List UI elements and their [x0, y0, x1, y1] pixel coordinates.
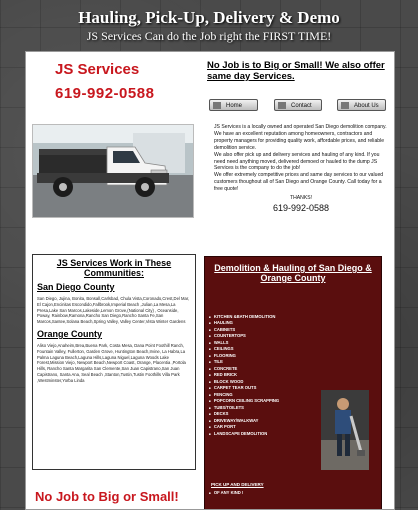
- about-phone: 619-992-0588: [272, 202, 330, 213]
- service-item: ■ BLOCK WOOD: [209, 379, 309, 385]
- brand-name: JS Services: [55, 61, 140, 78]
- home-icon: [213, 102, 221, 109]
- services-list: [209, 314, 309, 437]
- nav-bar: [209, 99, 391, 113]
- service-item: ■ WALLS: [209, 340, 309, 346]
- service-item: ■ POPCORN CEILING SCRAPPING: [209, 398, 309, 404]
- site-header: [0, 0, 418, 52]
- san-diego-list: San Diego, Jujina, Bonita, Bonsall,Carlsbad, Chula Vista,Coronado,Crest,Del Mar, El Cajon,Encinitas Escondido,Fallbrook,Imperial Beach ,Julian,La Mesa,La Presa,Lake San Marcos,Lakeside,Lemon Grove,(National City) , Oceanside, Poway, Rainbow,Ramona,Rancho San Diego,Rancho Santa Fe,San Marcos,Santee,Solana Beach,Spring Valley, Valley Center,Vista Winter Gardens: [37, 296, 190, 325]
- service-item: ■ CARPET TEAR OUTS: [209, 385, 309, 391]
- services-heading: Demolition & Hauling of San Diego & Orange County: [214, 263, 372, 283]
- san-diego-heading: San Diego County: [37, 282, 115, 292]
- service-item: ■ RED BRICK: [209, 372, 309, 378]
- slogan: No Job is to Big or Small! We also offer same day Services.: [207, 60, 385, 82]
- nav-contact-label: Contact: [291, 103, 312, 109]
- about-text: [214, 124, 388, 214]
- service-item: ■ LANDSCAPE DEMOLITION: [209, 431, 309, 437]
- service-item: ■ COUNTERTOPS: [209, 333, 309, 339]
- service-item: ■ FLOORING: [209, 353, 309, 359]
- brand-phone: 619-992-0588: [55, 85, 155, 102]
- orange-county-list: Aliso Viejo,Anaheim,Brea,Buena Park, Costa Mesa, Dana Point Foothill Ranch, Fountain Valley, Fullerton, Garden Grove, Huntington Beach,Irvine, La Habra,La Palma Laguna Beach,Laguna Hills,Laguna Niguel,Laguna Woods Lake Forest,Mission Viejo, Newport Beach,Newport Coast, Orange, Placentia ,Portola Hills, Rancho Santa Margarita San Clemente,San Juan Capistrano,San Juan Capistrano, Santa Ana, Seal Beach ,Stanton,Tustin,Tustin Foothills Villa Park ,Westminster,Yorba Linda: [37, 342, 186, 383]
- bottom-slogan: No Job to Big or Small!: [35, 489, 179, 504]
- service-areas-box: [32, 254, 196, 470]
- page-content: [25, 51, 395, 510]
- nav-contact-button[interactable]: [274, 99, 322, 111]
- contact-icon: [278, 102, 286, 109]
- service-item: ■ DECKS: [209, 411, 309, 417]
- nav-home-label: Home: [226, 103, 243, 109]
- orange-county-heading: Orange County: [37, 328, 103, 339]
- about-thanks: THANKS!: [289, 195, 313, 202]
- service-item: ■ CONCRETE: [209, 366, 309, 372]
- service-item: ■ FENCING: [209, 392, 309, 398]
- services-box: [204, 256, 382, 510]
- nav-about-button[interactable]: [337, 99, 386, 111]
- service-item: ■ CAR PORT: [209, 424, 309, 430]
- site-title: Hauling, Pick-Up, Delivery & Demo: [78, 8, 340, 27]
- service-item: ■ TILE: [209, 359, 309, 365]
- pickup-heading: PICK UP AND DELIVERY: [211, 482, 264, 487]
- truck-photo: [32, 124, 194, 218]
- about-paragraph-3: We offer extremely competitive prices and same day services to our valued customers thoughout all of San Diego and Orange County. Call today for a free quote!: [214, 172, 384, 193]
- site-subtitle: JS Services Can do the Job right the FIRST TIME!: [86, 29, 332, 43]
- about-paragraph-2: We also offer pick up and delivery services and hauling of any kind. If you need need anything moved, delivered demoed or hauled to the dump JS Services is the company to do the job!: [214, 151, 380, 172]
- about-paragraph-1: JS Services is a locally owned and operated San Diego demolition company. We have an excellent reputation among homeowners, contractors and property managers for providing quality work, affordable prices, and reliable demolition service.: [214, 124, 387, 151]
- pickup-list: [209, 490, 243, 496]
- service-item: ■ TUBS/TOILETS: [209, 405, 309, 411]
- service-item: ■ DRIVEWAY/WALKWAY: [209, 418, 309, 424]
- about-icon: [341, 102, 349, 109]
- worker-photo: [321, 390, 369, 470]
- service-item: ■ CEILINGS: [209, 346, 309, 352]
- service-item: ■ KITCHEN &BATH DEMOLITION: [209, 314, 309, 320]
- service-item: ■ CABINETS: [209, 327, 309, 333]
- pickup-item: ■ OF ANY KIND !: [209, 490, 243, 496]
- service-areas-heading: JS Services Work in These Communities:: [56, 258, 172, 278]
- nav-home-button[interactable]: [209, 99, 258, 111]
- service-item: ■ HAULING: [209, 320, 309, 326]
- nav-about-label: About Us: [354, 103, 379, 109]
